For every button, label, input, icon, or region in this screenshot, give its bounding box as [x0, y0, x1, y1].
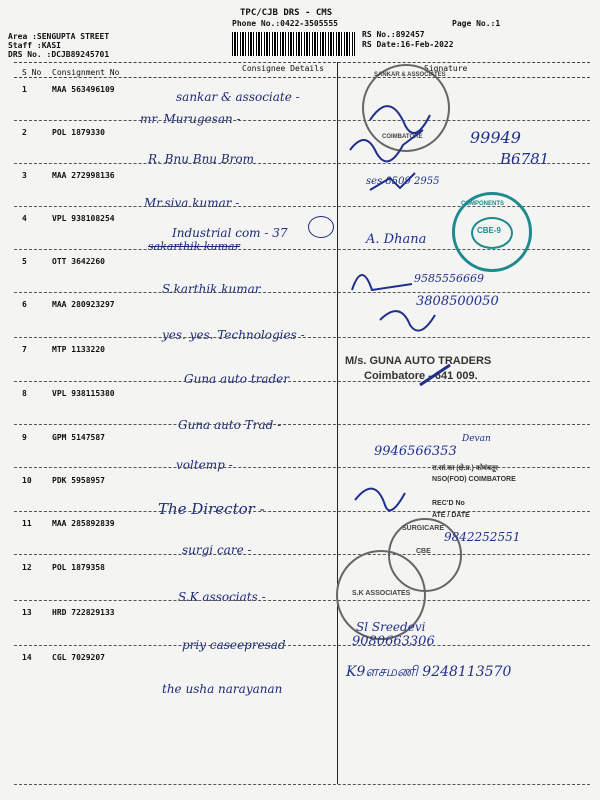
scribble-row-7 [420, 365, 450, 385]
rs-date: RS Date:16-Feb-2022 [362, 40, 454, 49]
row-consignment: MAA 272998136 [52, 171, 115, 180]
signature-row-2-extra: B6781 [500, 150, 550, 168]
guna-stamp-city: Coimbatore - 641 009. [364, 370, 478, 382]
row-consignment: MTP 1133220 [52, 345, 105, 354]
scribble-row-6 [380, 311, 435, 331]
doc-title: TPC/CJB DRS - CMS [240, 8, 333, 18]
guna-stamp-name: M/s. GUNA AUTO TRADERS [345, 355, 492, 367]
row-sno: 2 [22, 128, 27, 137]
nso-stamp-english: NSO(FOD) COIMBATORE [432, 476, 516, 483]
row-consignment: GPM 5147587 [52, 433, 105, 442]
rs-number: RS No.:892457 [362, 30, 425, 39]
col-consignment: Consignment No [52, 68, 120, 77]
received-no-label: REC'D No [432, 500, 465, 507]
row-consignee: the usha narayanan [162, 682, 283, 696]
drs-number: DRS No. :DCJB89245701 [8, 50, 110, 59]
header-top-rule [14, 62, 590, 63]
signature-row-3: ses 8509 2955 [366, 176, 440, 187]
row-consignment: OTT 3642260 [52, 257, 105, 266]
signature-row-13: Sl Sreedevi [356, 620, 426, 634]
signature-row-9: 9946566353 [374, 444, 457, 459]
components-stamp: COMPONENTS CBE-9 [452, 192, 532, 272]
row-consignee: sankar & associate - [176, 90, 300, 104]
row-consignment: HRD 722829133 [52, 608, 115, 617]
signature-row-6: 3808500050 [416, 294, 499, 309]
sk-associates-stamp: S.K ASSOCIATES [336, 550, 426, 640]
row-sno: 5 [22, 257, 27, 266]
col-consignee: Consignee Details [242, 64, 324, 73]
row-consignment: MAA 563496109 [52, 85, 115, 94]
row-consignee: Guna auto Trad - [178, 418, 282, 432]
row-sno: 4 [22, 214, 27, 223]
scribble-row-5 [352, 275, 412, 290]
signature-row-14: K9ளசமணி 9248113570 [346, 664, 512, 680]
row-consignee: The Director - [158, 500, 265, 518]
row-consignment: MAA 280923297 [52, 300, 115, 309]
row-consignee: priy caseepresad [182, 638, 286, 652]
row-consignment: PDK 5958957 [52, 476, 105, 485]
row-sno: 11 [22, 519, 32, 528]
row-sno: 10 [22, 476, 32, 485]
row-sno: 14 [22, 653, 32, 662]
signature-row-11: 9842252551 [444, 530, 521, 544]
row-sno: 6 [22, 300, 27, 309]
signature-scribbles [340, 80, 590, 640]
row-consignee-line2: sakarthik kumar [148, 240, 240, 253]
row-sno: 3 [22, 171, 27, 180]
area-label: Area :SENGUPTA STREET [8, 32, 110, 41]
scribble-row-3 [370, 173, 415, 190]
signature-row-2: 99949 [470, 128, 521, 147]
row-sno: 7 [22, 345, 27, 354]
row-consignment: VPL 938108254 [52, 214, 115, 223]
row-consignee: surgi care - [182, 543, 252, 557]
page-number: Page No.:1 [452, 19, 501, 28]
row-consignee: S.K associats - [178, 590, 266, 604]
barcode [232, 32, 355, 56]
phone-number: Phone No.:0422-3505555 [232, 19, 338, 28]
signature-row-5: 9585556669 [414, 272, 484, 285]
scribble-row-1 [370, 106, 430, 133]
row-consignment: CGL 7029207 [52, 653, 105, 662]
signature-row-4: A. Dhana [366, 232, 427, 247]
row-sno: 8 [22, 389, 27, 398]
row-sno: 13 [22, 608, 32, 617]
sankar-associates-stamp: SANKAR & ASSOCIATES COIMBATORE [362, 64, 450, 152]
row-sno: 1 [22, 85, 27, 94]
row-consignee: Mr.siva kumar - [144, 196, 240, 210]
row-sno: 9 [22, 433, 27, 442]
row-consignee: Guna auto trader [184, 372, 289, 386]
row-consignee: S.karthik kumar [162, 282, 261, 296]
scribble-row-10 [355, 489, 405, 511]
row-consignee: R. Bnu Bnu Brom [148, 152, 255, 166]
row-consignee-line2: mr. Murugesan - [140, 112, 241, 126]
scribble-row-2 [350, 130, 423, 161]
row-consignment: MAA 285892839 [52, 519, 115, 528]
row-divider [14, 645, 590, 646]
received-date-label: ATE / DATE [432, 512, 470, 519]
row-consignment: VPL 938115380 [52, 389, 115, 398]
nso-stamp-hindi: रा.सां.का (क्षे.प्र.) कोयंबतूर [432, 465, 498, 472]
staff-label: Staff :KASI [8, 41, 61, 50]
row-consignment: POL 1879358 [52, 563, 105, 572]
row-consignee: yes. yes. Technologies - [162, 328, 305, 342]
column-divider [337, 62, 338, 784]
row-sno: 12 [22, 563, 32, 572]
table-bottom-rule [14, 784, 590, 785]
signature-row-9-name: Devan [462, 434, 491, 444]
surgicare-stamp: SURGICARE CBE [388, 518, 462, 592]
row-consignee: Industrial com - 37 [172, 226, 288, 240]
col-signature: Signature [424, 64, 468, 73]
header-bottom-rule [14, 77, 590, 78]
circled-number-mark [308, 216, 334, 238]
row-consignee: voltemp - [176, 458, 233, 472]
signature-row-13-phone: 9080663306 [352, 634, 435, 649]
col-sno: S No [22, 68, 42, 77]
row-consignment: POL 1879330 [52, 128, 105, 137]
